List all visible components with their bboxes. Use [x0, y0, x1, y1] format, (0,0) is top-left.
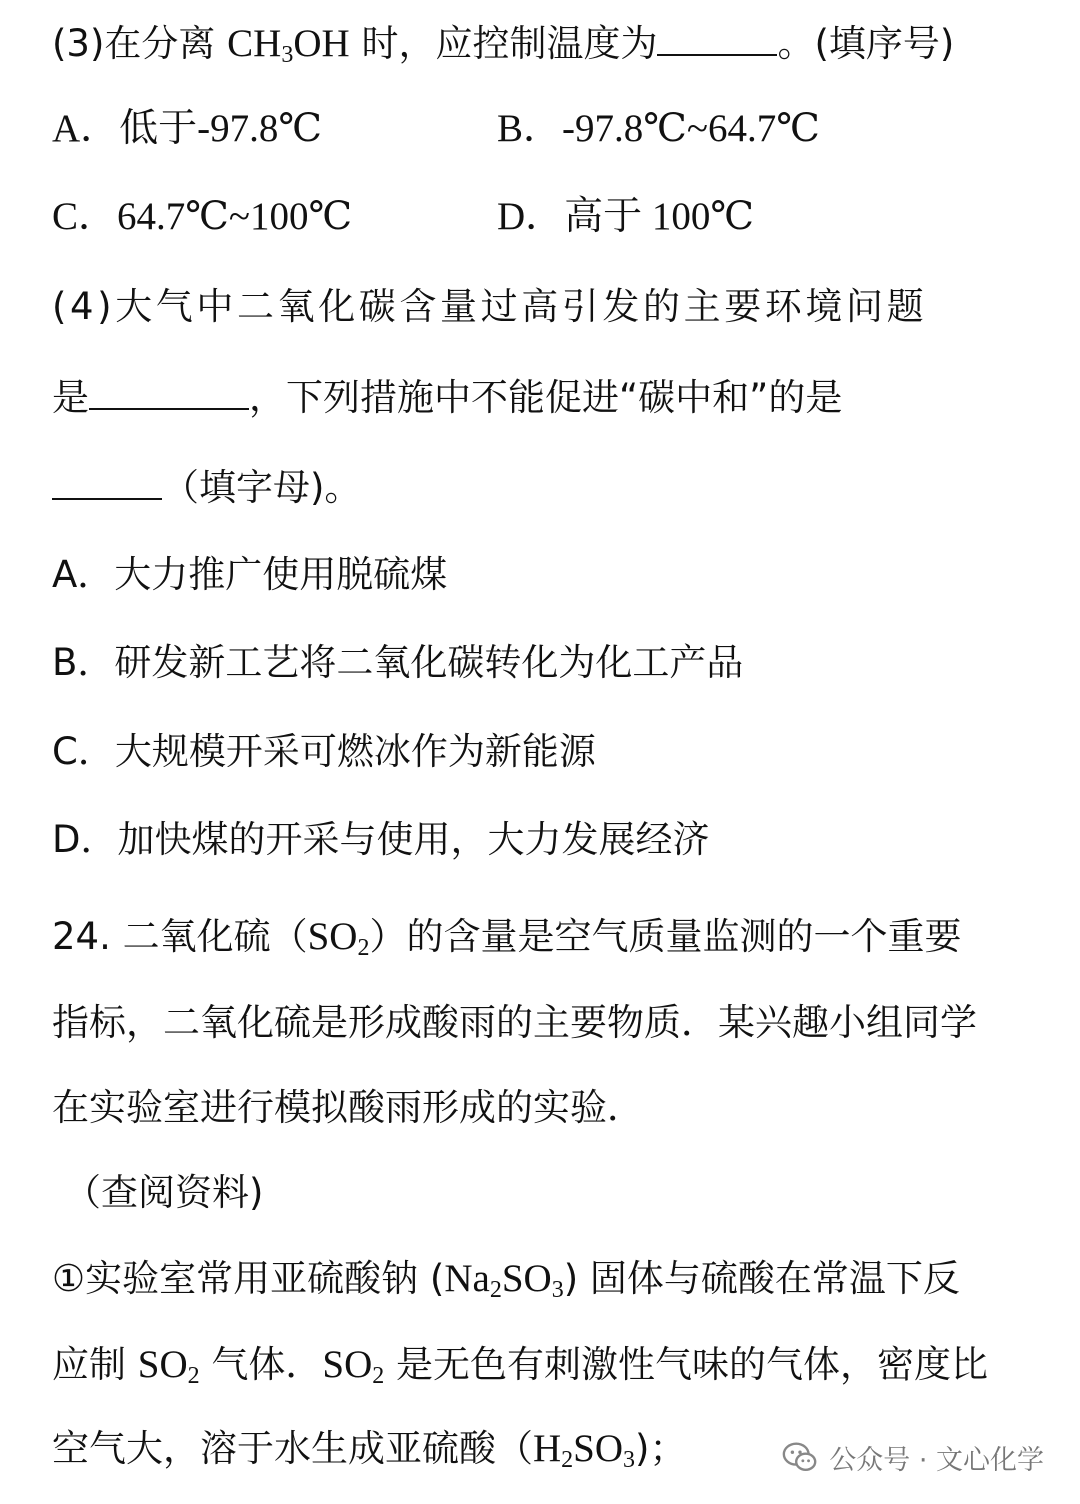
q3-option-c: C．64.7℃~100℃ — [52, 195, 353, 238]
question-24-line-1: 24. 二氧化硫（SO2）的含量是空气质量监测的一个重要 — [52, 915, 962, 961]
reference-item-1-line-1: ①实验室常用亚硫酸钠 (Na2SO3) 固体与硫酸在常温下反 — [52, 1257, 960, 1303]
q4-option-a: A．大力推广使用脱硫煤 — [52, 553, 448, 596]
q3-formula: CH3OH — [227, 22, 350, 68]
q3-option-b: B．-97.8℃~64.7℃ — [497, 107, 820, 150]
reference-item-1-line-3: 空气大，溶于水生成亚硫酸（H2SO3)； — [52, 1427, 687, 1473]
watermark-text: 公众号 · 文心化学 — [829, 1444, 1044, 1476]
q3-text: 时，应控制温度为 — [349, 22, 658, 65]
q4-option-b: B．研发新工艺将二氧化碳转化为化工产品 — [52, 641, 744, 684]
wechat-icon — [781, 1438, 819, 1476]
q4-option-c: C．大规模开采可燃冰作为新能源 — [52, 730, 596, 773]
question-4-line-2: 是 ，下列措施中不能促进“碳中和”的是 — [52, 372, 842, 422]
q3-option-d: D．高于 100℃ — [497, 195, 755, 238]
reference-item-1-line-2: 应制 SO2 气体．SO2 是无色有刺激性气味的气体，密度比 — [52, 1343, 989, 1389]
reference-title: （查阅资料) — [64, 1171, 264, 1214]
question-24-line-2: 指标，二氧化硫是形成酸雨的主要物质．某兴趣小组同学 — [52, 1001, 977, 1044]
question-4-line-3: （填字母)。 — [52, 462, 361, 512]
q3-option-a: A．低于-97.8℃ — [52, 107, 323, 150]
q3-prefix: (3)在分离 — [52, 22, 228, 65]
question-24-line-3: 在实验室进行模拟酸雨形成的实验． — [52, 1086, 644, 1129]
question-4-line-1: (4)大气中二氧化碳含量过高引发的主要环境问题 — [52, 285, 928, 328]
q3-answer-blank[interactable] — [657, 18, 777, 56]
q4-option-d: D．加快煤的开采与使用，大力发展经济 — [52, 818, 710, 861]
watermark — [781, 1432, 1044, 1482]
q4-answer-blank-1[interactable] — [89, 372, 249, 410]
q4-answer-blank-2[interactable] — [52, 462, 162, 500]
question-3-stem — [52, 18, 954, 68]
q3-suffix: 。(填序号) — [777, 22, 955, 65]
